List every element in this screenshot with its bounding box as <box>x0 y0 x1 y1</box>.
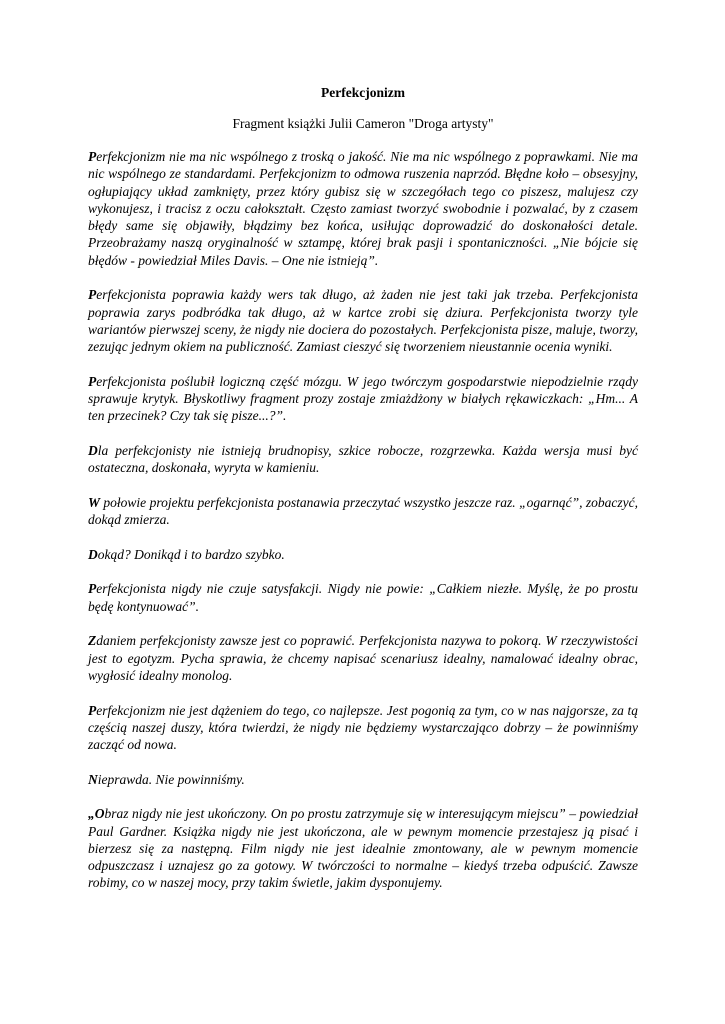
paragraph-text: erfekcjonista poślubił logiczną część mózgu. W jego twórczym gospodarstwie niepodzielnie rządy sprawuje krytyk. Błyskotliwy fragment prozy zostaje zmiażdżony w białych rękawiczkach: „Hm... A ten przecinek? Czy tak się pisze...?”. <box>88 373 638 424</box>
paragraph-initial: N <box>88 771 98 787</box>
paragraph-text: erfekcjonista poprawia każdy wers tak długo, aż żaden nie jest taki jak trzeba. Perfekcjonista poprawia zarys podbródka tak długo, aż w kartce zrobi się dziura. Perfekcjonista tworzy tyle wariantów pierwszej sceny, że nigdy nie dociera do pozostałych. Perfekcjonista pisze, maluje, tworzy, zezując jednym okiem na publiczność. Zamiast cieszyć się tworzeniem nieustannie ocenia wyniki. <box>88 287 638 355</box>
paragraph-11 <box>88 805 638 891</box>
paragraph-initial: „O <box>88 806 105 822</box>
paragraph-text: połowie projektu perfekcjonista postanawia przeczytać wszystko jeszcze raz. „ogarnąć”, zobaczyć, dokąd zmierza. <box>88 494 638 528</box>
paragraph-text: okąd? Donikąd i to bardzo szybko. <box>97 546 285 562</box>
paragraph-text: braz nigdy nie jest ukończony. On po prostu zatrzymuje się w interesującym miejscu” – powiedział Paul Gardner. Książka nigdy nie jest ukończona, ale w pewnym momencie przestajesz ją pisać i bierzesz się za następną. Film nigdy nie jest idealnie zmontowany, ale w pewnym momencie odpuszczasz i uznajesz go za gotowy. W twórczości to normalne – kiedyś trzeba odpuścić. Zawsze robimy, co w naszej mocy, przy takim świetle, jakim dysponujemy. <box>88 806 638 891</box>
paragraph-7 <box>88 580 638 615</box>
paragraph-initial: Z <box>88 633 97 649</box>
paragraph-initial: W <box>88 494 101 510</box>
paragraph-text: ieprawda. Nie powinniśmy. <box>97 771 245 787</box>
paragraph-initial: D <box>88 546 98 562</box>
paragraph-1 <box>88 148 638 269</box>
paragraph-text: la perfekcjonisty nie istnieją brudnopisy, szkice robocze, rozgrzewka. Każda wersja musi być ostateczna, doskonała, wyryta w kamieniu. <box>88 443 638 476</box>
paragraph-4 <box>88 442 638 477</box>
paragraph-3 <box>88 373 638 425</box>
document-page <box>88 84 638 909</box>
paragraph-text: erfekcjonista nigdy nie czuje satysfakcji. Nigdy nie powie: „Całkiem niezłe. Myślę, że po prostu będę kontynuować”. <box>88 581 638 614</box>
paragraph-6 <box>88 546 638 563</box>
document-title: Perfekcjonizm <box>321 85 405 100</box>
paragraph-text: erfekcjonizm nie ma nic wspólnego z troską o jakość. Nie ma nic wspólnego z poprawkami. Nie ma nic wspólnego ze standardami. Perfekcjonizm to odmowa ruszenia naprzód. Błędne koło – obsesyjny, ogłupiający układ zamknięty, przez który gubisz się w szczegółach tego co piszesz, malujesz czy wykonujesz, i tracisz z oczu całokształt. Często zamiast tworzyć swobodnie i pozwalać, by z czasem błędy same się objawiły, błądzimy bez końca, usiłując doprowadzić do doskonałości detale. Przeobrażamy naszą oryginalność w sztampę, której brak pasji i spontaniczności. „Nie bójcie się błędów - powiedział Miles Davis. – One nie istnieją”. <box>88 149 638 268</box>
paragraph-initial: P <box>88 373 97 389</box>
document-subtitle: Fragment książki Julii Cameron "Droga artysty" <box>232 116 494 131</box>
paragraph-10 <box>88 771 638 788</box>
paragraph-2 <box>88 286 638 355</box>
paragraph-initial: P <box>88 149 97 164</box>
paragraph-9 <box>88 702 638 754</box>
paragraph-text: erfekcjonizm nie jest dążeniem do tego, co najlepsze. Jest pogonią za tym, co w nas najgorsze, za tą częścią naszej duszy, która twierdzi, że nigdy nie będziemy wystarczająco dobrzy – że powinniśmy zacząć od nowa. <box>88 702 638 753</box>
paragraph-initial: P <box>88 702 97 718</box>
paragraph-initial: P <box>88 581 97 597</box>
paragraph-initial: P <box>88 287 97 303</box>
paragraph-text: daniem perfekcjonisty zawsze jest co poprawić. Perfekcjonista nazywa to pokorą. W rzeczywistości jest to egotyzm. Pycha sprawia, że chcemy napisać scenariusz idealny, namalować idealny obrac, wygłosić idealny monolog. <box>88 633 638 683</box>
paragraph-8 <box>88 632 638 684</box>
paragraph-5 <box>88 494 638 529</box>
paragraph-initial: D <box>88 443 98 459</box>
